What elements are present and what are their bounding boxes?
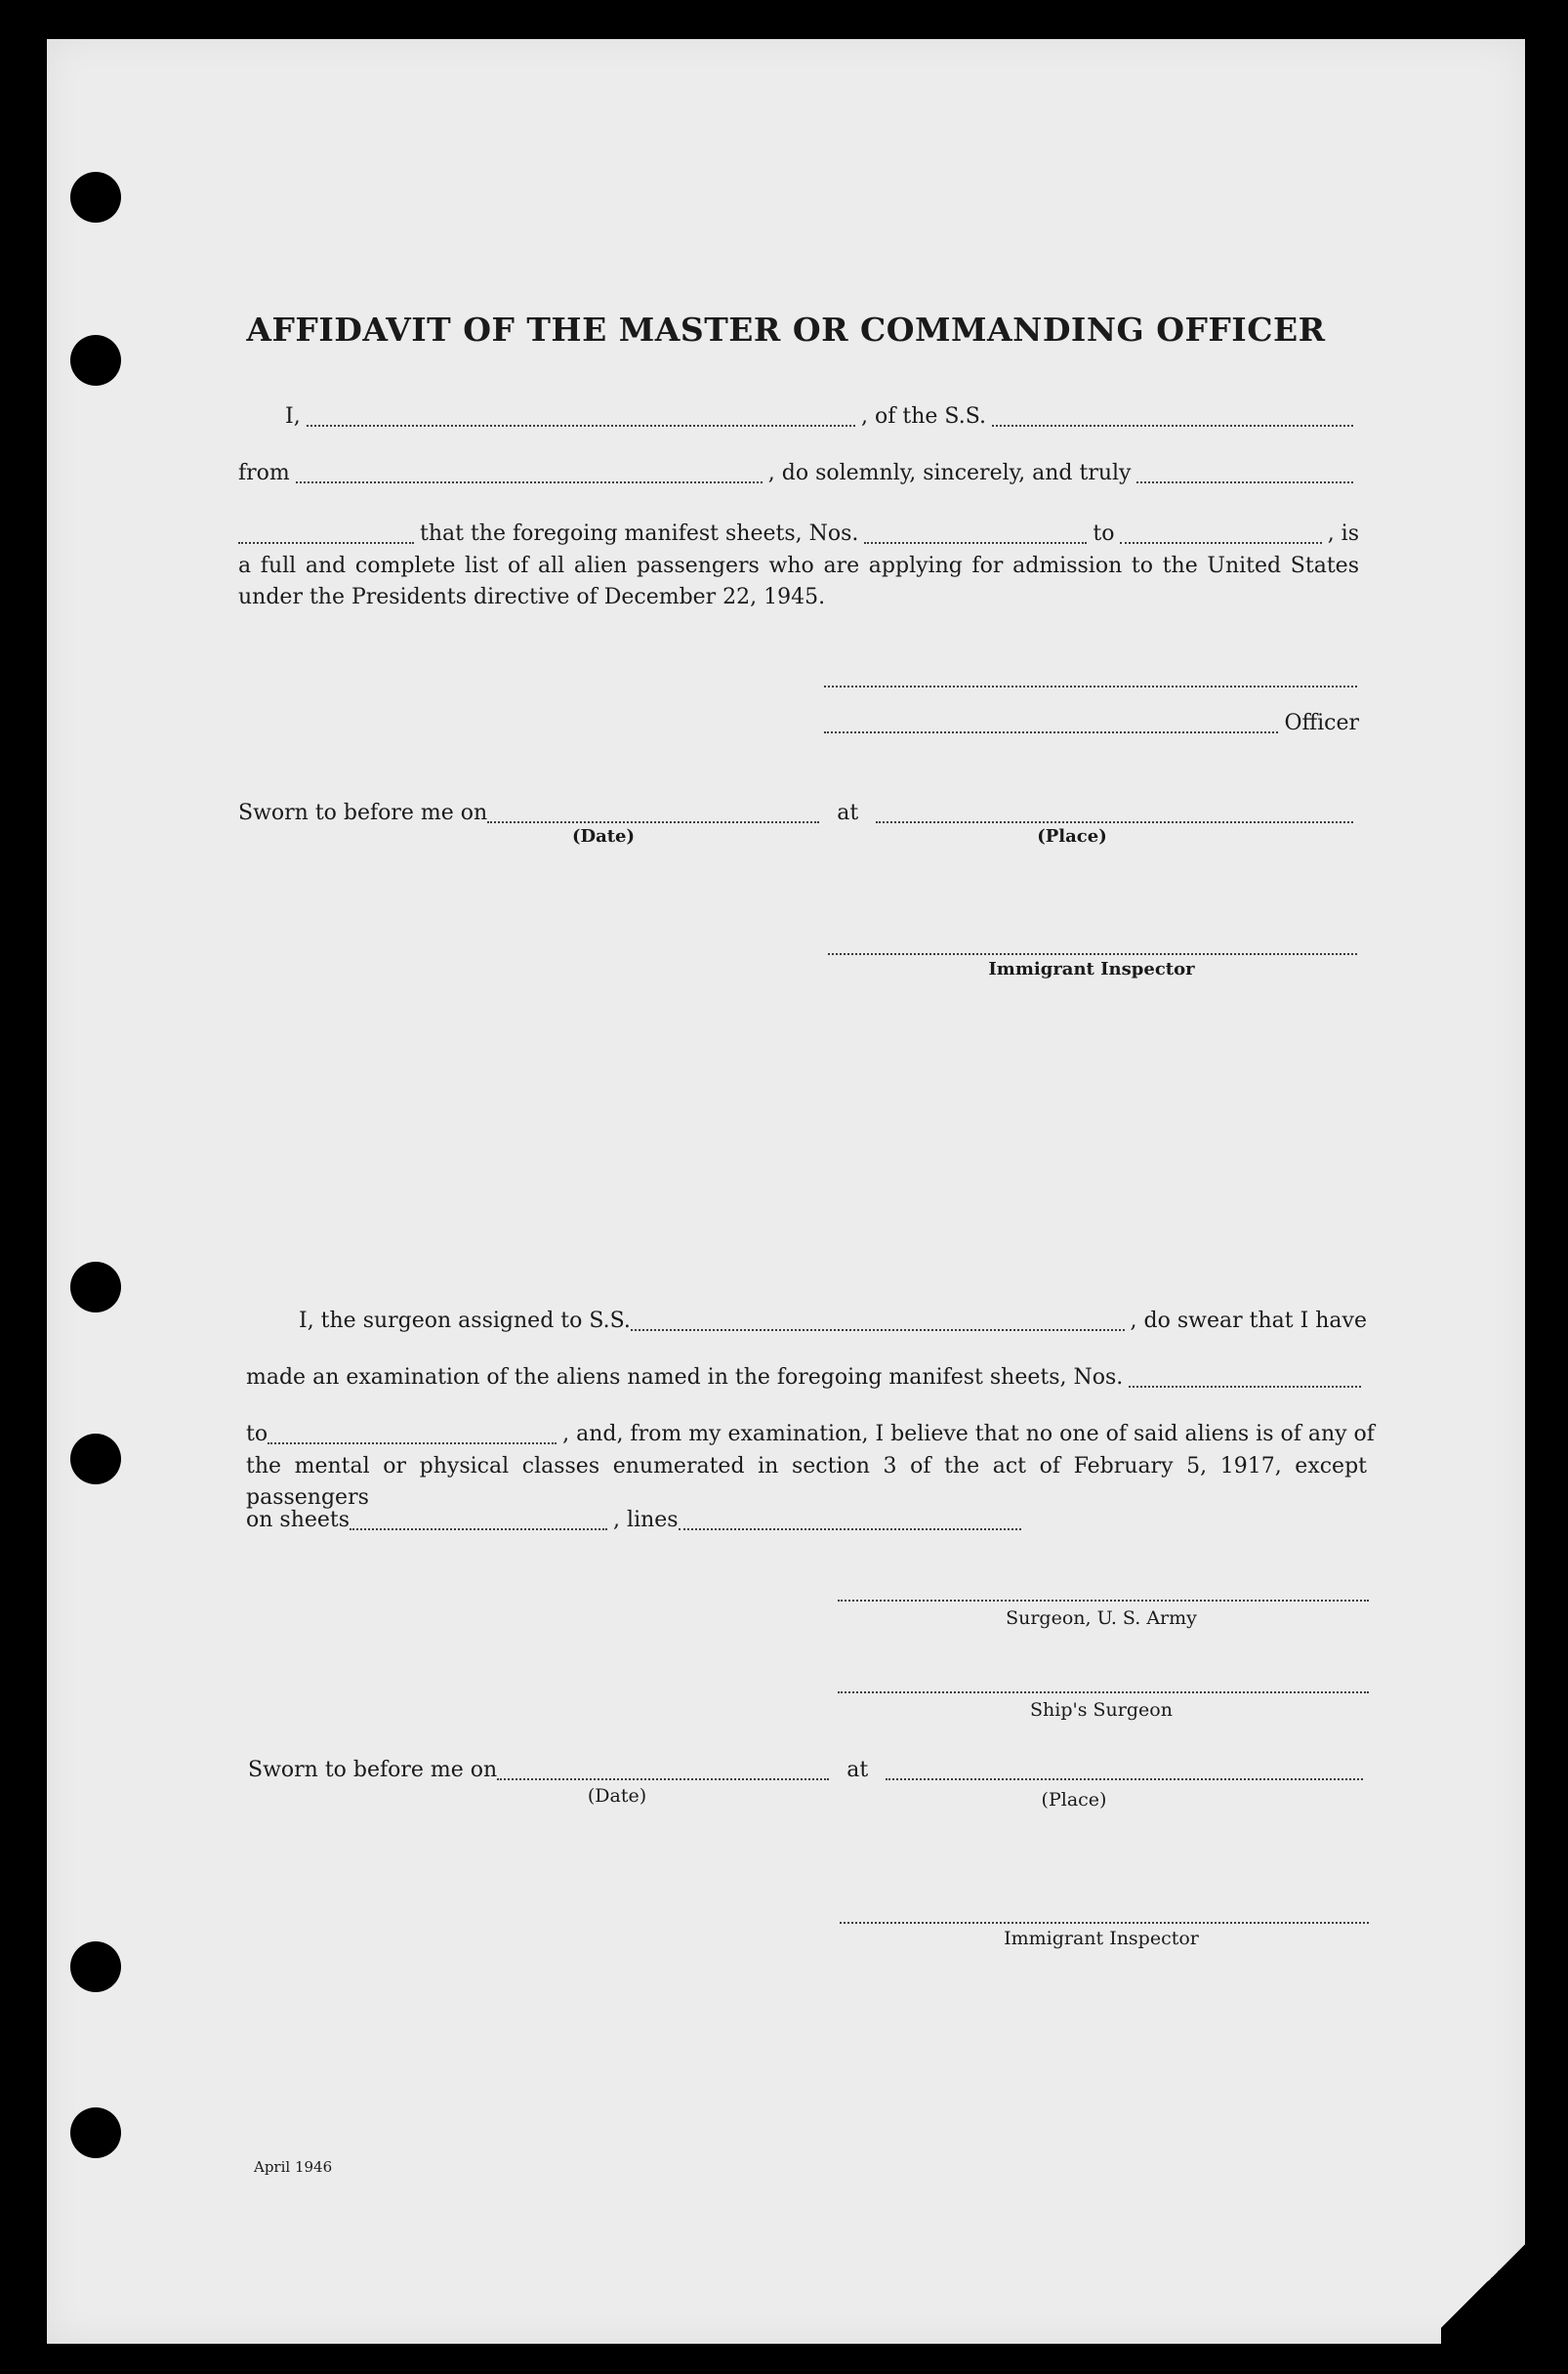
army-surgeon-caption: Surgeon, U. S. Army — [1006, 1607, 1197, 1629]
master-sworn-place-field[interactable] — [876, 800, 1353, 823]
master-sworn-date-field[interactable] — [487, 800, 819, 823]
departure-port-field[interactable] — [296, 460, 763, 483]
master-inspector-signature-line[interactable] — [828, 951, 1357, 955]
surgeon-sworn-date-field[interactable] — [497, 1757, 829, 1780]
surgeon-statement: the mental or physical classes enumerated in section 3 of the act of February 5, 1917, except passengers — [246, 1454, 1367, 1510]
page-corner — [1441, 2221, 1529, 2348]
punch-hole — [70, 2107, 121, 2158]
punch-hole — [70, 172, 121, 223]
form-page — [47, 39, 1525, 2344]
form-date: April 1946 — [254, 2158, 333, 2176]
surgeon-line-5: on sheets , lines — [246, 1504, 1027, 1537]
surgeon-manifest-to-field[interactable] — [268, 1421, 557, 1444]
master-line-1: I, , of the S.S. — [285, 400, 1359, 434]
manifest-from-field[interactable] — [864, 521, 1087, 544]
surgeon-inspector-caption: Immigrant Inspector — [1004, 1928, 1199, 1949]
master-signature-line[interactable] — [824, 684, 1357, 687]
master-date-caption: (Date) — [571, 826, 636, 847]
master-line-3: that the foregoing manifest sheets, Nos. to , is — [238, 518, 1359, 551]
officer-signature-row: Officer — [824, 707, 1359, 740]
master-name-field[interactable] — [307, 403, 855, 427]
officer-signature-field[interactable] — [824, 710, 1278, 733]
master-place-caption: (Place) — [1037, 826, 1107, 847]
except-lines-field[interactable] — [679, 1507, 1021, 1530]
punch-hole — [70, 1941, 121, 1992]
oath-continuation-field[interactable] — [238, 521, 414, 544]
punch-hole — [70, 1434, 121, 1484]
surgeon-line-1: I, the surgeon assigned to S.S. , do swear that I have — [299, 1309, 1367, 1333]
surgeon-place-caption: (Place) — [1041, 1789, 1107, 1811]
ship-name-field[interactable] — [992, 403, 1353, 427]
surgeon-manifest-from-field[interactable] — [1129, 1364, 1361, 1388]
master-sworn-row: Sworn to before me on at — [238, 797, 1359, 830]
surgeon-sworn-place-field[interactable] — [886, 1757, 1363, 1780]
punch-hole — [70, 1262, 121, 1312]
oath-type-field[interactable] — [1136, 460, 1353, 483]
form-title: AFFIDAVIT OF THE MASTER OR COMMANDING OFFICER — [246, 311, 1326, 349]
surgeon-inspector-signature-line[interactable] — [840, 1920, 1369, 1924]
surgeon-line-2: made an examination of the aliens named in the foregoing manifest sheets, Nos. — [246, 1361, 1367, 1395]
surgeon-ship-field[interactable] — [631, 1308, 1125, 1331]
manifest-to-field[interactable] — [1120, 521, 1321, 544]
master-inspector-caption: Immigrant Inspector — [988, 959, 1195, 979]
master-line-2: from , do solemnly, sincerely, and truly — [238, 457, 1359, 490]
army-surgeon-signature-line[interactable] — [838, 1598, 1369, 1602]
ship-surgeon-signature-line[interactable] — [838, 1689, 1369, 1693]
surgeon-line-3: to , and, from my examination, I believe that no one of said aliens is of any of — [246, 1422, 1375, 1446]
ship-surgeon-caption: Ship's Surgeon — [1030, 1699, 1173, 1721]
surgeon-date-caption: (Date) — [587, 1785, 647, 1807]
surgeon-sworn-row: Sworn to before me on at — [248, 1754, 1369, 1787]
master-statement: a full and complete list of all alien passengers who are applying for admission to the United States under the Presidents directive of December 22, 1945. — [238, 554, 1359, 609]
except-sheets-field[interactable] — [350, 1507, 607, 1530]
